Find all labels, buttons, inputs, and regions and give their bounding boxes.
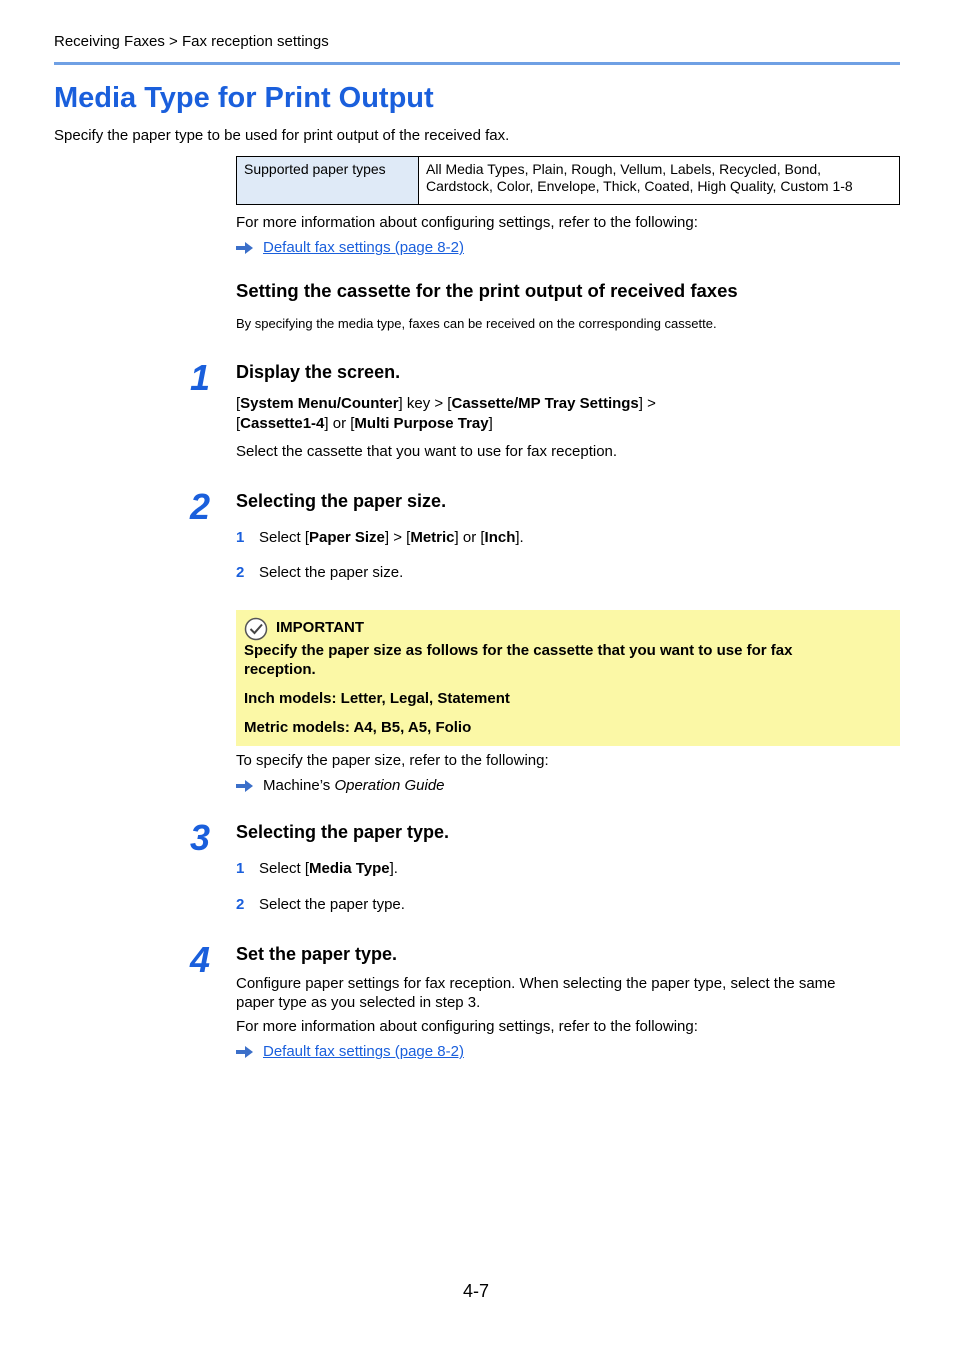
step-title: Selecting the paper type. bbox=[236, 822, 450, 842]
breadcrumb: Receiving Faxes > Fax reception settings bbox=[54, 33, 329, 50]
more-info-text: For more information about configuring settings, refer to the following: bbox=[236, 214, 698, 231]
step-number: 1 bbox=[190, 357, 211, 398]
arrow-right-icon bbox=[236, 1046, 253, 1058]
menu-path-line: [Cassette1-4] or [Multi Purpose Tray] bbox=[236, 415, 493, 432]
step-number: 3 bbox=[190, 817, 211, 858]
step-description: Configure paper settings for fax reception. When selecting the paper type, select the same bbox=[236, 975, 836, 992]
more-info-text: For more information about configuring settings, refer to the following: bbox=[236, 1018, 698, 1035]
table-value-line: Cardstock, Color, Envelope, Thick, Coated, High Quality, Custom 1-8 bbox=[426, 178, 853, 194]
important-text: reception. bbox=[244, 661, 316, 678]
step-title: Set the paper type. bbox=[236, 944, 398, 964]
step-number: 2 bbox=[190, 486, 211, 527]
section-intro: By specifying the media type, faxes can be received on the corresponding cassette. bbox=[236, 316, 717, 331]
inch-models: Inch models: Letter, Legal, Statement bbox=[244, 690, 510, 707]
substep-text: Select the paper size. bbox=[259, 564, 404, 581]
default-fax-settings-link[interactable]: Default fax settings (page 8-2) bbox=[263, 239, 464, 256]
important-notice bbox=[236, 610, 900, 746]
step-number: 4 bbox=[190, 939, 211, 980]
substep-text: Select [Media Type]. bbox=[259, 860, 398, 877]
section-heading: Setting the cassette for the print output of received faxes bbox=[236, 280, 738, 301]
table-value-line: All Media Types, Plain, Rough, Vellum, Labels, Recycled, Bond, bbox=[426, 161, 822, 177]
substep-number: 2 bbox=[236, 896, 245, 913]
step-title: Display the screen. bbox=[236, 362, 401, 382]
substep-number: 2 bbox=[236, 564, 245, 581]
metric-models: Metric models: A4, B5, A5, Folio bbox=[244, 719, 472, 736]
guide-reference-text: Machine’s Operation Guide bbox=[263, 777, 445, 794]
intro-text: Specify the paper type to be used for print output of the received fax. bbox=[54, 127, 510, 144]
table-value-cell bbox=[419, 157, 900, 205]
reference-link-row[interactable] bbox=[236, 239, 464, 256]
step-title: Selecting the paper size. bbox=[236, 491, 447, 511]
step-description: Select the cassette that you want to use for fax reception. bbox=[236, 443, 618, 460]
guide-reference-row bbox=[236, 777, 445, 794]
table-header-cell: Supported paper types bbox=[237, 157, 419, 205]
important-text: Specify the paper size as follows for the cassette that you want to use for fax bbox=[244, 642, 793, 659]
step-description: paper type as you selected in step 3. bbox=[236, 994, 481, 1011]
substep-number: 1 bbox=[236, 860, 245, 877]
paper-size-reference: To specify the paper size, refer to the following: bbox=[236, 752, 549, 769]
substep-text: Select the paper type. bbox=[259, 896, 405, 913]
page-number: 4-7 bbox=[463, 1281, 490, 1301]
important-label: IMPORTANT bbox=[276, 619, 365, 636]
supported-paper-table bbox=[236, 156, 900, 205]
header-rule bbox=[54, 62, 900, 65]
default-fax-settings-link[interactable]: Default fax settings (page 8-2) bbox=[263, 1043, 464, 1060]
reference-link-row[interactable] bbox=[236, 1043, 464, 1060]
menu-path-line: [System Menu/Counter] key > [Cassette/MP Tray Settings] > bbox=[236, 395, 656, 412]
checkmark-icon bbox=[244, 617, 268, 641]
arrow-right-icon bbox=[236, 242, 253, 254]
substep-text: Select [Paper Size] > [Metric] or [Inch]. bbox=[259, 529, 524, 546]
arrow-right-icon bbox=[236, 780, 253, 792]
substep-number: 1 bbox=[236, 529, 245, 546]
table-row bbox=[237, 157, 900, 205]
page-title: Media Type for Print Output bbox=[54, 82, 434, 114]
